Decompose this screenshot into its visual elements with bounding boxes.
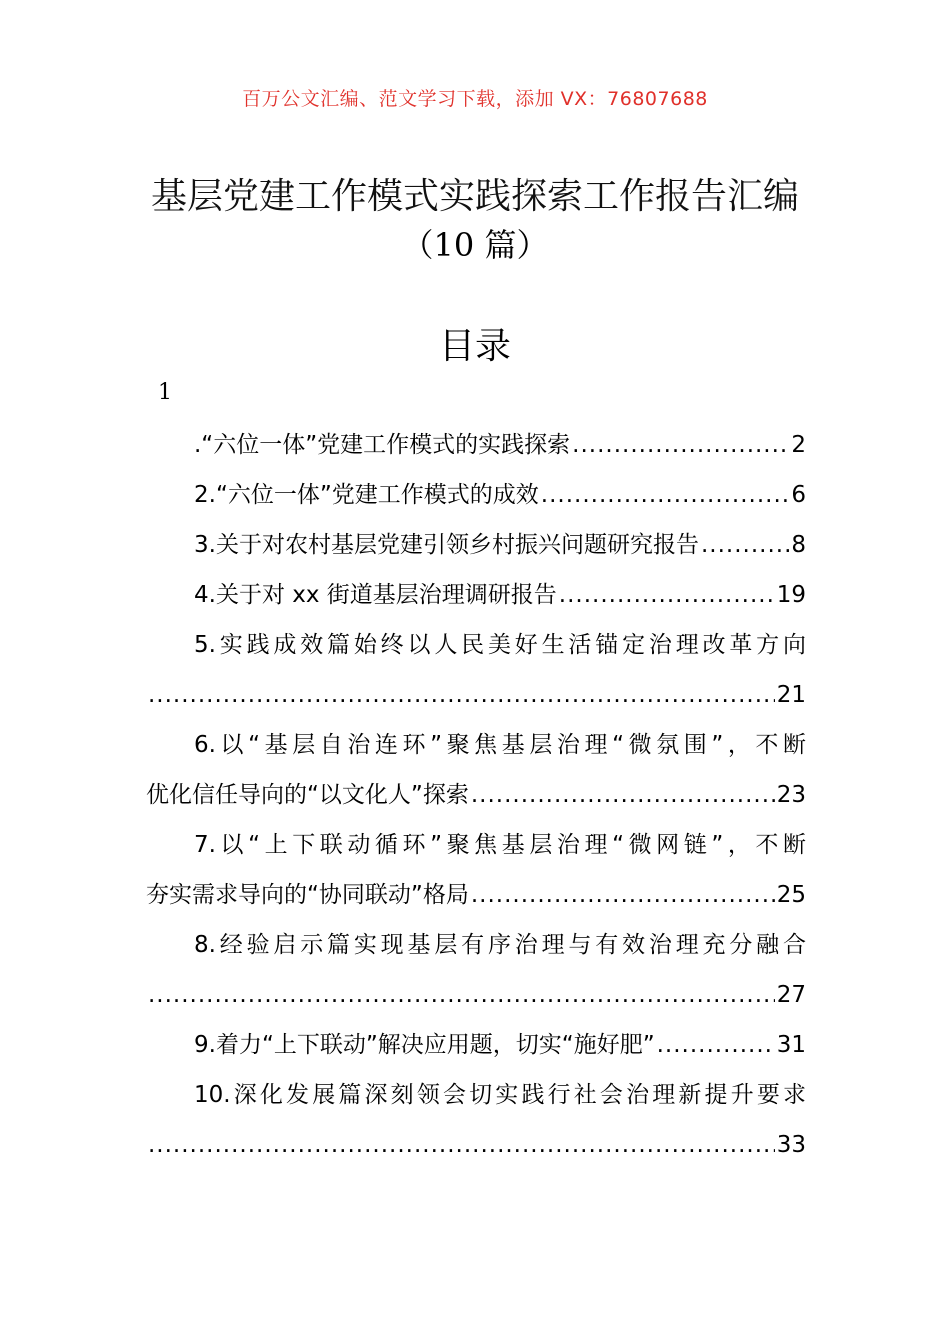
document-subtitle: （10 篇） — [401, 226, 549, 264]
toc-heading: 目录 — [438, 326, 511, 367]
toc-entry-title: 4.关于对 xx 街道基层治理调研报告 — [194, 582, 557, 608]
toc-entry-page: 23 — [776, 782, 806, 808]
toc-entry-continuation[interactable] — [146, 970, 806, 1020]
toc-entry[interactable] — [146, 520, 806, 570]
toc-leader — [559, 570, 775, 620]
toc-entry[interactable] — [146, 720, 806, 770]
toc-entry-page: 2 — [791, 432, 806, 458]
toc-entry-title-cont: 优化信任导向的“以文化人”探索 — [146, 782, 469, 808]
toc-entry-continuation[interactable] — [146, 670, 806, 720]
toc-entry[interactable] — [146, 470, 806, 520]
table-of-contents — [146, 420, 806, 1170]
toc-entry-title: 6.以“基层自治连环”聚焦基层治理“微氛围”，不断 — [194, 732, 806, 758]
toc-entry-page: 19 — [776, 582, 806, 608]
toc-entry-page: 6 — [791, 482, 806, 508]
toc-entry-page: 33 — [776, 1132, 806, 1158]
toc-entry-title: 3.关于对农村基层党建引领乡村振兴问题研究报告 — [194, 532, 699, 558]
toc-entry-title: 2.“六位一体”党建工作模式的成效 — [194, 482, 539, 508]
toc-entry-title: 10.深化发展篇深刻领会切实践行社会治理新提升要求 — [194, 1082, 806, 1108]
page-number: 1 — [158, 380, 172, 405]
document-title: 基层党建工作模式实践探索工作报告汇编 — [150, 176, 799, 217]
toc-entry-continuation[interactable] — [146, 770, 806, 820]
toc-entry-page: 27 — [776, 982, 806, 1008]
toc-entry-title: 7.以“上下联动循环”聚焦基层治理“微网链”，不断 — [194, 832, 806, 858]
toc-entry[interactable] — [146, 820, 806, 870]
toc-entry-title: 8.经验启示篇实现基层有序治理与有效治理充分融合 — [194, 932, 806, 958]
toc-leader — [471, 770, 775, 820]
toc-entry-continuation[interactable] — [146, 1120, 806, 1170]
toc-entry[interactable] — [146, 620, 806, 670]
toc-leader — [541, 470, 790, 520]
toc-entry-title: 9.着力“上下联动”解决应用题，切实“施好肥” — [194, 1032, 655, 1058]
toc-entry-continuation[interactable] — [146, 870, 806, 920]
toc-entry[interactable] — [146, 920, 806, 970]
toc-entry-page: 31 — [776, 1032, 806, 1058]
toc-entry-title: .“六位一体”党建工作模式的实践探索 — [194, 432, 571, 458]
toc-entry-title: 5.实践成效篇始终以人民美好生活锚定治理改革方向 — [194, 632, 806, 658]
toc-entry-page: 21 — [776, 682, 806, 708]
toc-entry[interactable] — [146, 1070, 806, 1120]
toc-entry-page: 8 — [791, 532, 806, 558]
toc-entry-page: 25 — [776, 882, 806, 908]
toc-entry-title-cont: 夯实需求导向的“协同联动”格局 — [146, 882, 469, 908]
toc-entry[interactable] — [146, 1020, 806, 1070]
toc-leader — [701, 520, 789, 570]
toc-leader — [657, 1020, 775, 1070]
toc-leader — [148, 970, 775, 1020]
toc-entry[interactable] — [146, 420, 806, 470]
toc-leader — [572, 420, 789, 470]
toc-leader — [471, 870, 775, 920]
header-note: 百万公文汇编、范文学习下载，添加 VX：76807688 — [242, 88, 708, 110]
toc-entry[interactable] — [146, 570, 806, 620]
toc-leader — [148, 1120, 775, 1170]
toc-leader — [148, 670, 775, 720]
